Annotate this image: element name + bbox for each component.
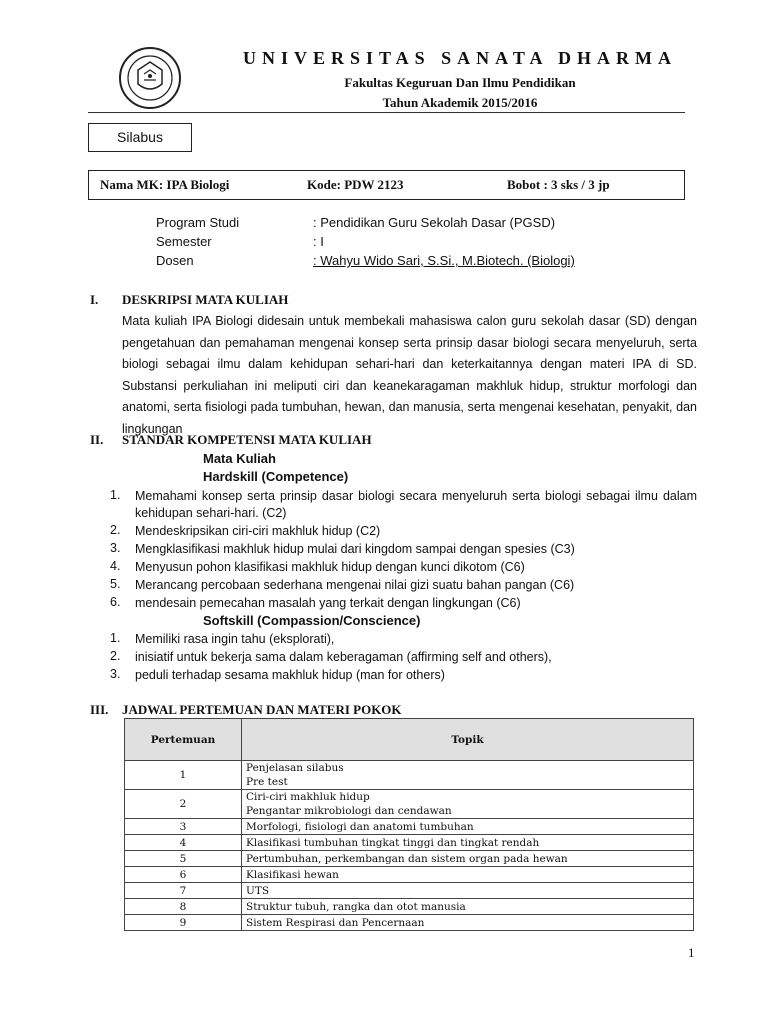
column-header-meeting: Pertemuan <box>125 719 242 761</box>
section-3-title: JADWAL PERTEMUAN DAN MATERI POKOK <box>122 702 402 717</box>
meeting-number: 3 <box>125 819 242 835</box>
program-value: : Pendidikan Guru Sekolah Dasar (PGSD) <box>313 215 556 230</box>
course-info-box <box>88 170 685 200</box>
list-item: mendesain pemecahan masalah yang terkait dengan lingkungan (C6) <box>135 596 521 610</box>
list-item: peduli terhadap sesama makhluk hidup (man for others) <box>135 668 445 682</box>
program-label: Program Studi <box>156 215 240 230</box>
list-item-number: 5. <box>110 577 121 591</box>
table-row <box>125 819 694 835</box>
list-item: inisiatif untuk bekerja sama dalam keberagaman (affirming self and others), <box>135 650 552 664</box>
table-row <box>125 835 694 851</box>
list-item-number: 1. <box>110 488 121 502</box>
page-number: 1 <box>688 945 695 960</box>
schedule-table <box>124 718 694 931</box>
topic-line: Pre test <box>246 776 288 788</box>
university-name: UNIVERSITAS SANATA DHARMA <box>242 48 678 68</box>
list-item: Mendeskripsikan ciri-ciri makhluk hidup (C2) <box>135 524 381 538</box>
list-item: Merancang percobaan sederhana mengenai nilai gizi suatu bahan pangan (C6) <box>135 578 575 592</box>
header-divider <box>88 112 685 113</box>
list-item-number: 4. <box>110 559 121 573</box>
topic-cell: UTS <box>242 883 694 899</box>
list-item: Mengklasifikasi makhluk hidup mulai dari kingdom sampai dengan spesies (C3) <box>135 542 575 556</box>
meeting-number: 7 <box>125 883 242 899</box>
topic-cell <box>242 790 694 819</box>
list-item-number: 3. <box>110 541 121 555</box>
hardskill-heading: Hardskill (Competence) <box>203 469 349 484</box>
table-row <box>125 790 694 819</box>
list-item-number: 2. <box>110 523 121 537</box>
table-row <box>125 915 694 931</box>
meeting-number: 1 <box>125 761 242 790</box>
meeting-number: 5 <box>125 851 242 867</box>
subsection-mata-kuliah: Mata Kuliah <box>203 451 276 466</box>
topic-cell: Pertumbuhan, perkembangan dan sistem organ pada hewan <box>242 851 694 867</box>
meeting-number: 6 <box>125 867 242 883</box>
table-row <box>125 851 694 867</box>
section-1-number: I. <box>90 292 99 307</box>
list-item-number: 3. <box>110 667 121 681</box>
column-header-topic: Topik <box>242 719 694 761</box>
section-3-number: III. <box>90 702 109 717</box>
course-weight: Bobot : 3 sks / 3 jp <box>507 177 610 192</box>
course-description: Mata kuliah IPA Biologi didesain untuk membekali mahasiswa calon guru sekolah dasar (SD) dengan pengetahuan dan pemahaman mengenai konsep serta prinsip dasar biologi secara menyeluruh, serta biologi sebagai ilmu dalam kehidupan sehari-hari dan keterkaitannya dengan materi IPA di SD. Substansi perkuliahan ini meliputi ciri dan keanekaragaman makhluk hidup, struktur morfologi dan anatomi, serta fisiologi pada tumbuhan, hewan, dan manusia, serta mengenai kesehatan, penyakit, dan lingkungan <box>122 314 697 436</box>
faculty-name: Fakultas Keguruan Dan Ilmu Pendidikan <box>344 75 576 90</box>
topic-line: Pengantar mikrobiologi dan cendawan <box>246 805 452 817</box>
list-item: Memiliki rasa ingin tahu (eksplorati), <box>135 632 335 646</box>
university-seal-icon <box>118 46 182 110</box>
meeting-number: 4 <box>125 835 242 851</box>
topic-cell: Klasifikasi hewan <box>242 867 694 883</box>
section-1-title: DESKRIPSI MATA KULIAH <box>122 292 289 307</box>
table-row <box>125 899 694 915</box>
list-item: Memahami konsep serta prinsip dasar biologi secara menyeluruh serta biologi sebagai ilmu dalam kehidupan sehari-hari. (C2) <box>135 489 697 520</box>
section-2-number: II. <box>90 432 104 447</box>
list-item: Menyusun pohon klasifikasi makhluk hidup dengan kunci dikotom (C6) <box>135 560 525 574</box>
topic-cell: Klasifikasi tumbuhan tingkat tinggi dan tingkat rendah <box>242 835 694 851</box>
topic-cell <box>242 761 694 790</box>
course-code: Kode: PDW 2123 <box>307 177 404 192</box>
topic-cell: Morfologi, fisiologi dan anatomi tumbuhan <box>242 819 694 835</box>
section-2-title: STANDAR KOMPETENSI MATA KULIAH <box>122 432 372 447</box>
meeting-number: 9 <box>125 915 242 931</box>
list-item-number: 1. <box>110 631 121 645</box>
semester-label: Semester <box>156 234 212 249</box>
list-item-number: 2. <box>110 649 121 663</box>
lecturer-value: : Wahyu Wido Sari, S.Si., M.Biotech. (Biologi) <box>313 253 575 268</box>
document-type-label: Silabus <box>88 123 192 152</box>
academic-year: Tahun Akademik 2015/2016 <box>382 95 538 110</box>
list-item-number: 6. <box>110 595 121 609</box>
table-header-row <box>125 719 694 761</box>
table-row <box>125 883 694 899</box>
table-row <box>125 867 694 883</box>
topic-cell: Sistem Respirasi dan Pencernaan <box>242 915 694 931</box>
topic-line: Penjelasan silabus <box>246 762 344 774</box>
topic-line: Ciri-ciri makhluk hidup <box>246 791 370 803</box>
meeting-number: 8 <box>125 899 242 915</box>
meeting-number: 2 <box>125 790 242 819</box>
semester-value: : I <box>313 234 324 249</box>
topic-cell: Struktur tubuh, rangka dan otot manusia <box>242 899 694 915</box>
table-row <box>125 761 694 790</box>
softskill-heading: Softskill (Compassion/Conscience) <box>203 613 421 628</box>
course-name: Nama MK: IPA Biologi <box>100 177 230 192</box>
lecturer-label: Dosen <box>156 253 194 268</box>
